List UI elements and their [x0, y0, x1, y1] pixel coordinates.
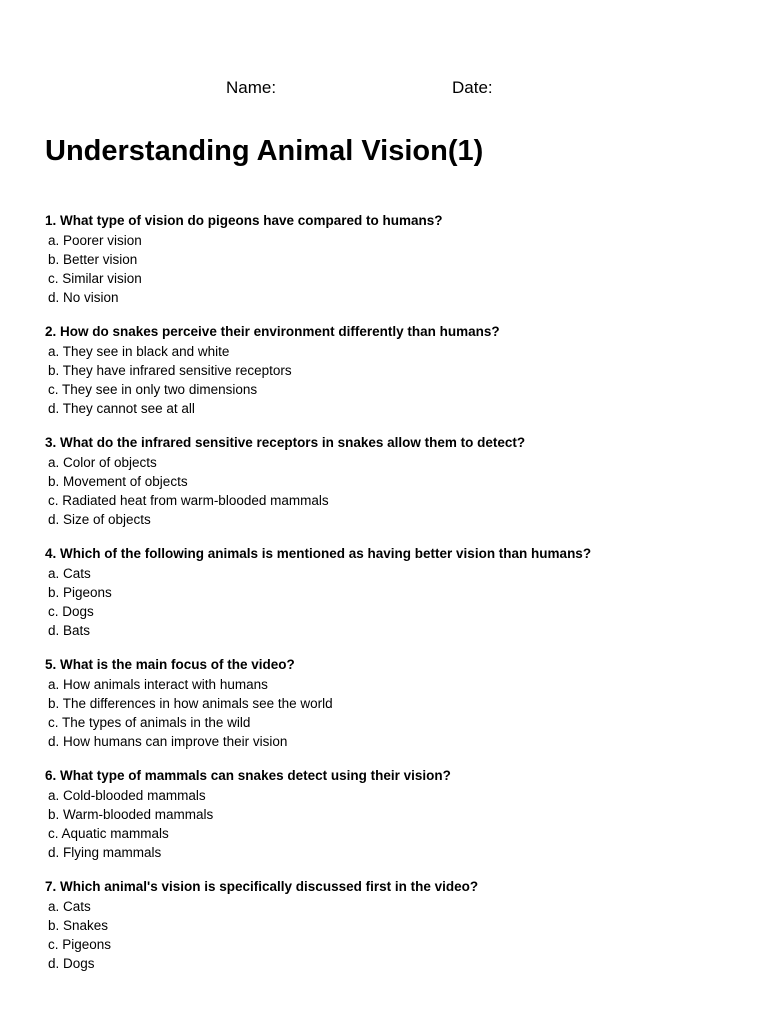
option-c: c. Aquatic mammals — [48, 826, 169, 841]
option-d: d. Flying mammals — [48, 845, 162, 860]
option-b: b. Better vision — [48, 252, 138, 267]
option-c: c. The types of animals in the wild — [48, 715, 251, 730]
option-c: c. Pigeons — [48, 937, 112, 952]
question-text: 7. Which animal's vision is specifically discussed first in the video? — [45, 879, 479, 894]
option-b: b. Snakes — [48, 918, 109, 933]
option-b: b. The differences in how animals see the world — [48, 696, 333, 711]
question-text: 5. What is the main focus of the video? — [45, 657, 295, 672]
option-b: b. Pigeons — [48, 585, 112, 600]
option-b: b. Warm-blooded mammals — [48, 807, 214, 822]
question-6 — [45, 766, 735, 862]
question-text: 2. How do snakes perceive their environment differently than humans? — [45, 324, 500, 339]
option-d: d. They cannot see at all — [48, 401, 195, 416]
option-d: d. How humans can improve their vision — [48, 734, 288, 749]
option-d: d. Bats — [48, 623, 91, 638]
question-text: 6. What type of mammals can snakes detect using their vision? — [45, 768, 451, 783]
question-1 — [45, 211, 735, 307]
option-a: a. Cold-blooded mammals — [48, 788, 206, 803]
worksheet-title: Understanding Animal Vision(1) — [45, 135, 484, 167]
option-c: c. Dogs — [48, 604, 94, 619]
question-text: 4. Which of the following animals is mentioned as having better vision than humans? — [45, 546, 592, 561]
option-c: c. Radiated heat from warm-blooded mammals — [48, 493, 329, 508]
option-a: a. They see in black and white — [48, 344, 230, 359]
date-label: Date: — [452, 78, 493, 97]
question-2 — [45, 322, 735, 418]
option-b: b. They have infrared sensitive receptors — [48, 363, 292, 378]
name-label: Name: — [226, 78, 277, 97]
option-c: c. Similar vision — [48, 271, 142, 286]
option-d: d. Size of objects — [48, 512, 151, 527]
question-3 — [45, 433, 735, 529]
option-a: a. Poorer vision — [48, 233, 142, 248]
question-4 — [45, 544, 735, 640]
option-d: d. No vision — [48, 290, 119, 305]
question-text: 1. What type of vision do pigeons have compared to humans? — [45, 213, 443, 228]
option-a: a. Cats — [48, 566, 91, 581]
option-a: a. Color of objects — [48, 455, 157, 470]
question-5 — [45, 655, 735, 751]
question-text: 3. What do the infrared sensitive receptors in snakes allow them to detect? — [45, 435, 526, 450]
option-a: a. Cats — [48, 899, 91, 914]
question-list — [45, 211, 735, 988]
question-7 — [45, 877, 735, 973]
option-a: a. How animals interact with humans — [48, 677, 268, 692]
option-b: b. Movement of objects — [48, 474, 188, 489]
option-d: d. Dogs — [48, 956, 95, 971]
option-c: c. They see in only two dimensions — [48, 382, 258, 397]
